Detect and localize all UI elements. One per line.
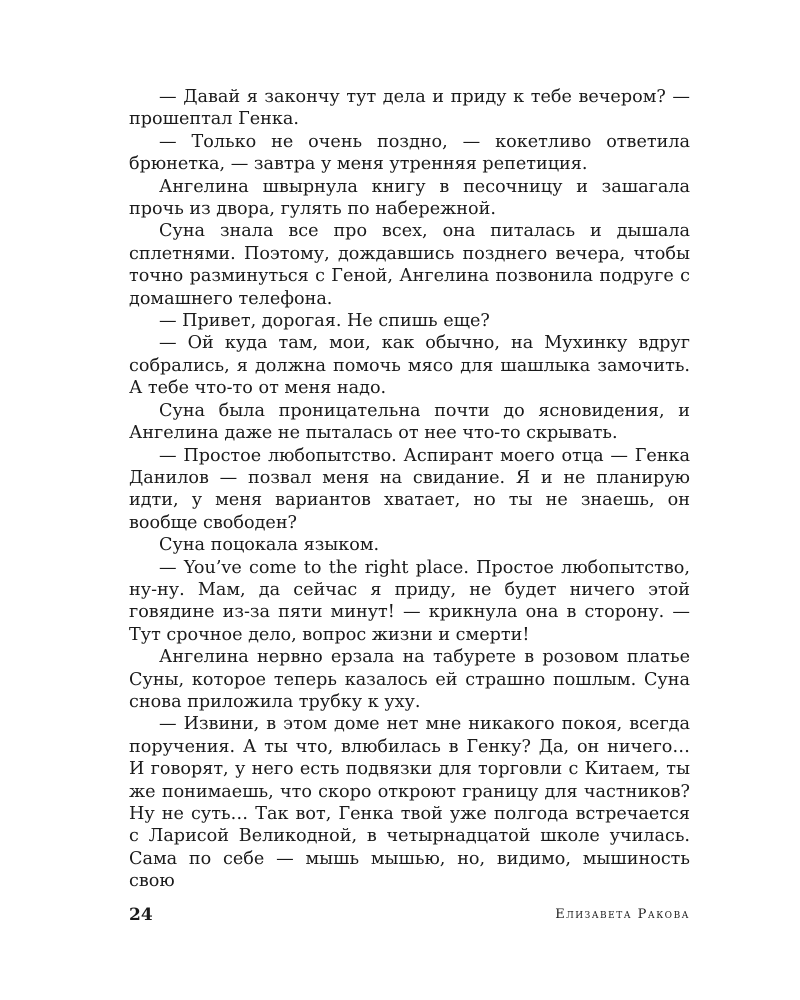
paragraph: — Только не очень поздно, — кокетливо ответила брюнетка, — завтра у меня утренняя репетиция. (129, 131, 690, 175)
running-title: Елизавета Ракова (555, 907, 690, 922)
page-number: 24 (129, 905, 153, 925)
paragraph: Ангелина нервно ерзала на табурете в розовом платье Суны, которое теперь казалось ей страшно пошлым. Суна снова приложила трубку к уху. (129, 647, 690, 712)
paragraph: — You’ve come to the right place. Простое любопытство, ну-ну. Мам, да сейчас я приду, не будет ничего этой говядине из-за пяти минут! — крикнула она в сторону. — Тут срочное дело, вопрос жизни и смерти! (129, 557, 690, 645)
paragraph: — Давай я закончу тут дела и приду к тебе вечером? — прошептал Генка. (129, 87, 690, 130)
page-footer (129, 905, 690, 929)
paragraph: — Ой куда там, мои, как обычно, на Мухинку вдруг собрались, я должна помочь мясо для шашлыка замочить. А тебе что-то от меня надо. (129, 333, 690, 399)
paragraph: Суна была проницательна почти до ясновидения, и Ангелина даже не пыталась от нее что-то скрывать. (129, 400, 690, 444)
paragraph: Суна поцокала языком. (159, 535, 380, 556)
paragraph: Суна знала все про всех, она питалась и дышала сплетнями. Поэтому, дождавшись позднего вечера, чтобы точно разминуться с Геной, Ангелина позвонила подруге с домашнего телефона. (129, 221, 690, 309)
body-text (129, 86, 690, 893)
paragraph: Ангелина швырнула книгу в песочницу и зашагала прочь из двора, гулять по набережной. (129, 176, 690, 220)
paragraph: — Простое любопытство. Аспирант моего отца — Генка Данилов — позвал меня на свидание. Я и не планирую идти, у меня вариантов хватает, но ты не знаешь, он вообще свободен? (129, 445, 690, 533)
paragraph: — Извини, в этом доме нет мне никакого покоя, всегда поручения. А ты что, влюбилась в Генку? Да, он ничего… И говорят, у него есть подвязки для торговли с Китаем, ты же понимаешь, что скоро откроют границу для частников? Ну не суть… Так вот, Генка твой уже полгода встречается с Ларисой Великодной, в четырнадцатой школе училась. Сама по себе — мышь мышью, но, видимо, мышиность свою (129, 714, 690, 892)
paragraph: — Привет, дорогая. Не спишь еще? (159, 311, 490, 332)
